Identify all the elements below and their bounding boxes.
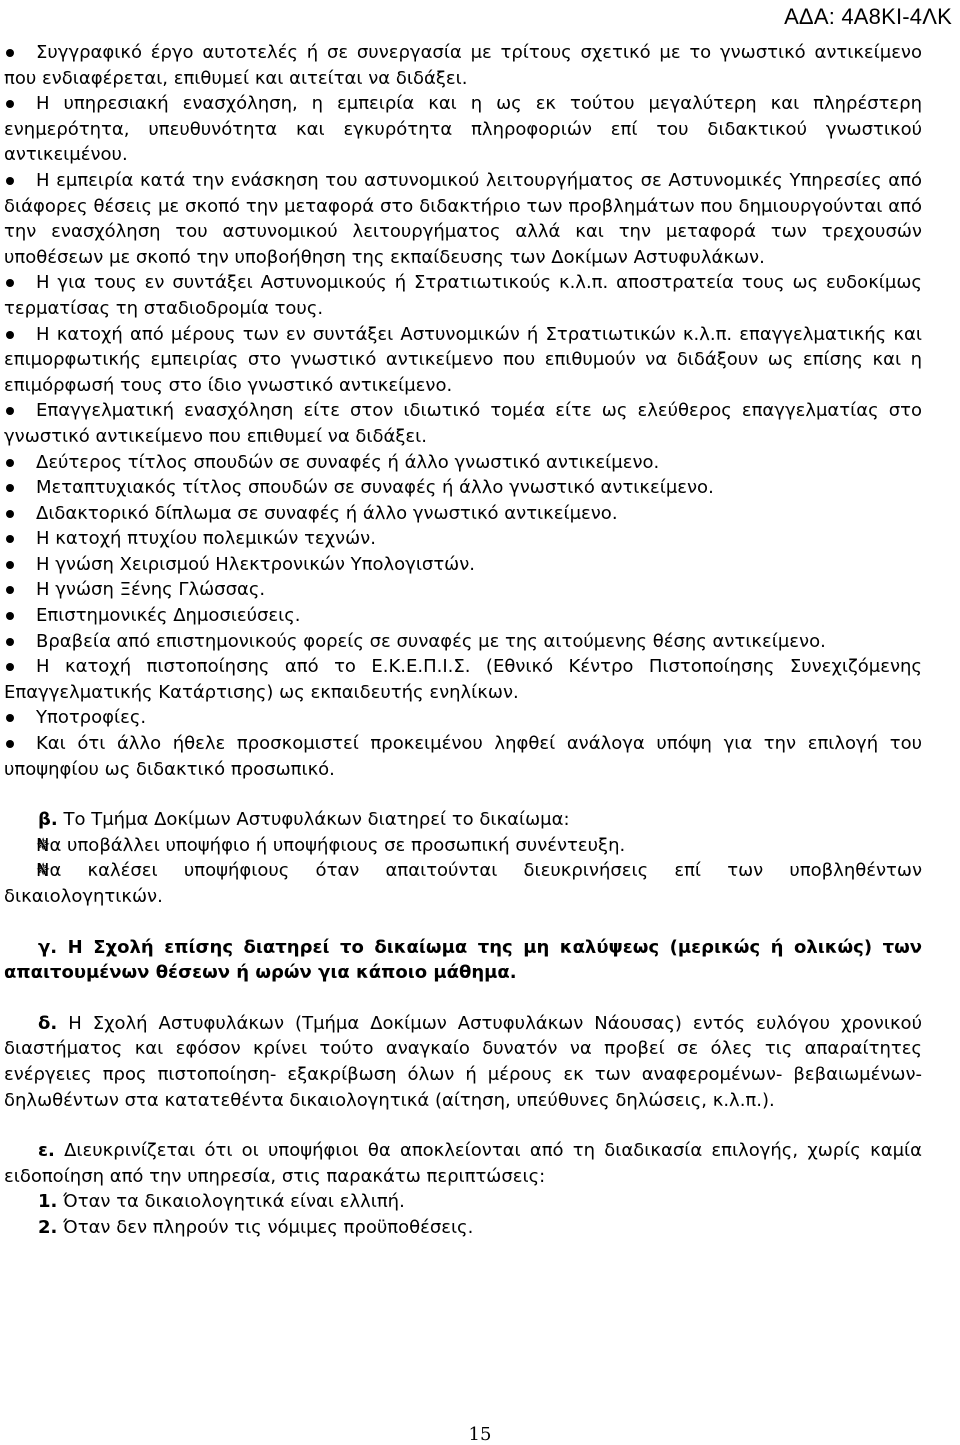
section-b-text: Το Τμήμα Δοκίμων Αστυφυλάκων διατηρεί το δικαίωμα: [63, 809, 570, 831]
criterion-item: Μεταπτυχιακός τίτλος σπουδών σε συναφές ή άλλο γνωστικό αντικείμενο. [4, 475, 922, 501]
section-e-label: ε. [38, 1140, 55, 1162]
section-c-label: γ. [38, 936, 58, 958]
section-e-item-text: Όταν τα δικαιολογητικά είναι ελλιπή. [63, 1191, 405, 1213]
criterion-item: Δεύτερος τίτλος σπουδών σε συναφές ή άλλο γνωστικό αντικείμενο. [4, 450, 922, 476]
section-b [4, 807, 922, 833]
section-b-label: β. [38, 809, 58, 831]
section-d-label: δ. [38, 1012, 58, 1034]
criterion-item: Και ότι άλλο ήθελε προσκομιστεί προκειμένου ληφθεί ανάλογα υπόψη για την επιλογή του υποψηφίου ως διδακτικό προσωπικό. [4, 731, 922, 782]
criterion-item: Συγγραφικό έργο αυτοτελές ή σε συνεργασία με τρίτους σχετικό με το γνωστικό αντικείμενο που ενδιαφέρεται, επιθυμεί και αιτείται να διδάξει. [4, 40, 922, 91]
criterion-item: Επαγγελματική ενασχόληση είτε στον ιδιωτικό τομέα είτε ως ελεύθερος επαγγελματίας στο γνωστικό αντικείμενο που επιθυμεί να διδάξει. [4, 398, 922, 449]
criterion-item: Υποτροφίες. [4, 705, 922, 731]
section-d [4, 1011, 922, 1113]
section-c-text: Η Σχολή επίσης διατηρεί το δικαίωμα της μη καλύψεως (μερικώς ή ολικώς) των απαιτουμένων θέσεων ή ωρών για κάποιο μάθημα. [4, 936, 922, 984]
criterion-item: Η κατοχή πιστοποίησης από το Ε.Κ.Ε.Π.Ι.Σ. (Εθνικό Κέντρο Πιστοποίησης Συνεχιζόμενης Επαγγελματικής Κατάρτισης) ως εκπαιδευτής ενηλίκων. [4, 654, 922, 705]
ada-code: ΑΔΑ: 4Α8ΚΙ-4ΛΚ [784, 4, 952, 29]
section-e-item [4, 1189, 922, 1215]
criterion-item: Η γνώση Χειρισμού Ηλεκτρονικών Υπολογιστών. [4, 552, 922, 578]
section-e-item-text: Όταν δεν πληρούν τις νόμιμες προϋποθέσεις. [63, 1216, 474, 1238]
section-e-text: Διευκρινίζεται ότι οι υποψήφιοι θα αποκλείονται από τη διαδικασία επιλογής, χωρίς καμία ειδοποίηση από την υπηρεσία, στις παρακάτω περιπτώσεις: [4, 1140, 922, 1187]
criterion-item: Επιστημονικές Δημοσιεύσεις. [4, 603, 922, 629]
section-e-item-number: 1. [38, 1191, 58, 1213]
criterion-item: Η για τους εν συντάξει Αστυνομικούς ή Στρατιωτικούς κ.λ.π. αποστρατεία τους ως ευδοκίμως τερματίσας τη σταδιοδρομία τους. [4, 270, 922, 321]
section-d-text: Η Σχολή Αστυφυλάκων (Τμήμα Δοκίμων Αστυφυλάκων Νάουσας) εντός ευλόγου χρονικού διαστήματος και εφόσον κρίνει τούτο αναγκαίο δυνατόν να προβεί σε όλες τις απαραίτητες ενέργειες προς πιστοποίηση- εξακρίβωση όλων ή μέρους εκ των αναφερομένων- βεβαιωμένων- δηλωθέντων στα κατατεθέντα δικαιολογητικά (αίτηση, υπεύθυνες δηλώσεις, κ.λ.π.). [4, 1012, 922, 1111]
section-e-item-number: 2. [38, 1216, 58, 1238]
section-c [4, 935, 922, 986]
criterion-item: Διδακτορικό δίπλωμα σε συναφές ή άλλο γνωστικό αντικείμενο. [4, 501, 922, 527]
document-body [4, 40, 922, 1241]
criterion-item: Η γνώση Ξένης Γλώσσας. [4, 577, 922, 603]
criterion-item: Η κατοχή από μέρους των εν συντάξει Αστυνομικών ή Στρατιωτικών κ.λ.π. επαγγελματικής και επιμορφωτικής εμπειρίας στο γνωστικό αντικείμενο που επιθυμούν να διδάξουν ως επίσης και η επιμόρφωσή τους στο ίδιο γνωστικό αντικείμενο. [4, 322, 922, 399]
page-number: 15 [468, 1424, 492, 1445]
section-e-item [4, 1215, 922, 1241]
criterion-item: Η κατοχή πτυχίου πολεμικών τεχνών. [4, 526, 922, 552]
criterion-item: Βραβεία από επιστημονικούς φορείς σε συναφές με της αιτούμενης θέσης αντικείμενο. [4, 629, 922, 655]
criterion-item: Η υπηρεσιακή ενασχόληση, η εμπειρία και η ως εκ τούτου μεγαλύτερη και πληρέστερη ενημερότητα, υπευθυνότητα και εγκυρότητα πληροφοριών επί του διδακτικού γνωστικού αντικειμένου. [4, 91, 922, 168]
criterion-item: Η εμπειρία κατά την ενάσκηση του αστυνομικού λειτουργήματος σε Αστυνομικές Υπηρεσίες από διάφορες θέσεις με σκοπό την μεταφορά στο διδακτήριο των προβλημάτων που δημιουργούνται από την ενασχόληση του αστυνομικού λειτουργήματος αλλά και την μεταφορά των τρεχουσών υποθέσεων με σκοπό την υποβοήθηση της εκπαίδευσης των Δοκίμων Αστυφυλάκων. [4, 168, 922, 270]
section-e [4, 1138, 922, 1189]
section-b-item: ✵ Να υποβάλλει υποψήφιο ή υποψήφιους σε προσωπική συνέντευξη. [4, 833, 922, 859]
section-b-item: ✵ Να καλέσει υποψήφιους όταν απαιτούνται διευκρινήσεις επί των υποβληθέντων δικαιολογητικών. [4, 858, 922, 909]
